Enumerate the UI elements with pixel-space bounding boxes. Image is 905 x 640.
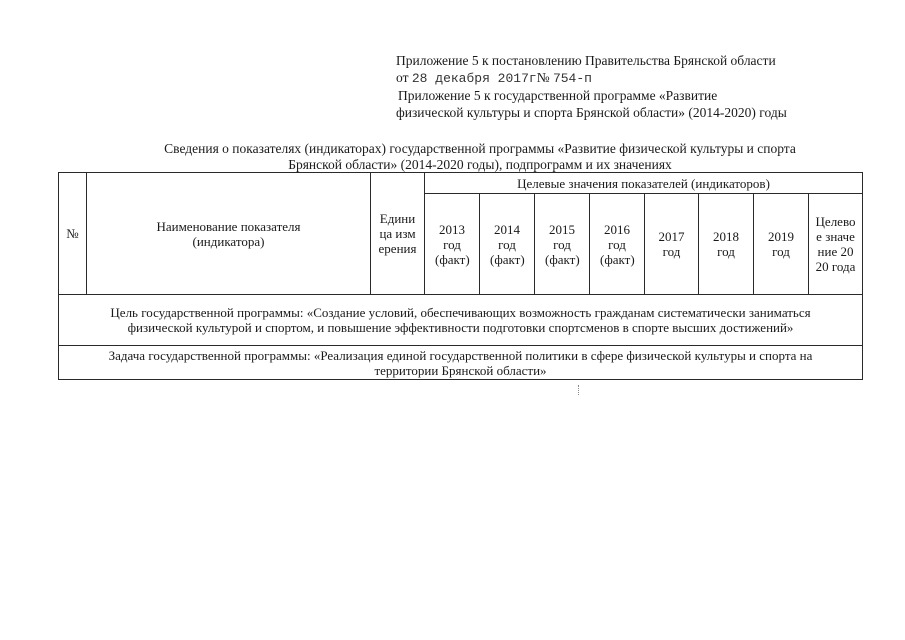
title-line-1: Сведения о показателях (индикаторах) государственной программы «Развитие физической культуры и спорта [164,141,796,156]
target-values-header: Целевые значения показателей (индикаторов) [425,173,863,194]
year-header-2014: 2014 год (факт) [480,194,535,295]
year-header-2016: 2016 год (факт) [590,194,645,295]
number-sign: № [536,70,553,85]
decree-number: 754-п [552,71,592,86]
appendix-line-4: физической культуры и спорта Брянской области» (2014-2020) годы [396,105,787,120]
indicators-table [58,172,863,380]
date-prefix: от [396,70,412,85]
col-unit-header: Единица измерения [371,173,425,295]
decree-date: 28 декабря 2017г [411,71,537,86]
program-task-row: Задача государственной программы: «Реализация единой государственной политики в сфере физической культуры и спорта на территории Брянской области» [59,346,863,380]
col-number-header: № [59,173,87,295]
appendix-line-2 [396,70,592,87]
document-title [60,141,900,173]
program-goal-row: Цель государственной программы: «Создание условий, обеспечивающих возможность гражданам систематически заниматься физической культурой и спортом, и повышение эффективности подготовки спортсменов в спорте высших достижений» [59,295,863,346]
appendix-line-3: Приложение 5 к государственной программе «Развитие [398,88,718,103]
title-line-2: Брянской области» (2014-2020 годы), подпрограмм и их значениях [288,157,672,172]
year-header-2018: 2018 год [699,194,754,295]
appendix-line-1: Приложение 5 к постановлению Правительства Брянской области [396,53,776,68]
year-header-2013: 2013 год (факт) [425,194,480,295]
year-header-2015: 2015 год (факт) [535,194,590,295]
year-header-2019: 2019 год [754,194,809,295]
scan-mark [578,385,580,395]
col-name-header: Наименование показателя (индикатора) [87,173,371,295]
year-header-2017: 2017 год [645,194,699,295]
target-2020-header: Целевое значение 2020 года [809,194,863,295]
